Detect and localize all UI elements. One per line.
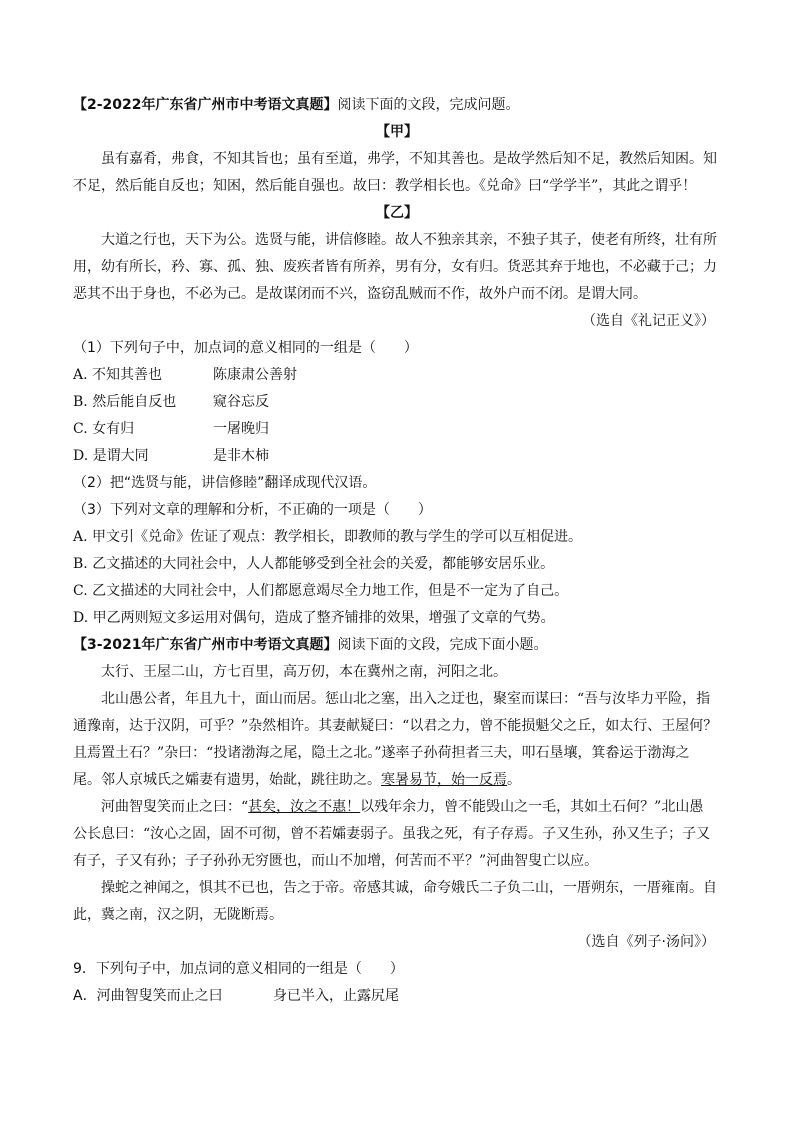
section-3-instruction: 阅读下面的文段，完成下面小题。 [337, 637, 548, 653]
passage-yi-title: 【乙】 [376, 205, 418, 221]
passage-yi-line-3: 恶其不出于身也，不必为己。是故谋闭而不兴，盗窃乱贼而不作，故外户而不闭。是谓大同。 [73, 286, 647, 302]
passage-jia-line-2: 不足，然后能自反也；知困，然后能自强也。故曰：教学相长也。《兑命》曰“学学半”，其此之谓乎！ [73, 178, 697, 194]
section-3-tag: 【3-2021年广东省广州市中考语文真题】 [73, 637, 338, 653]
option-text: A. 不知其善也 [73, 367, 163, 383]
section-2-heading [73, 92, 721, 119]
question-1: （1）下列句子中，加点词的意义相同的一组是（ ） [73, 340, 418, 356]
question-1-option-d [73, 443, 721, 470]
passage-yi-line-1: 大道之行也，天下为公。选贤与能，讲信修睦。故人不独亲其亲，不独子其子，使老有所终，壮有所 [101, 232, 717, 248]
option-text: B. 然后能自反也 [73, 394, 177, 410]
passage-source: （选自《礼记正义》） [582, 313, 715, 329]
question-3: （3）下列对文章的理解和分析，不正确的一项是（ ） [73, 502, 432, 518]
section-2-tag: 【2-2022年广东省广州市中考语文真题】 [73, 97, 338, 113]
question-9-option-a [73, 983, 721, 1010]
yugong-para-3-line-2: 公长息曰：“汝心之固，固不可彻，曾不若孀妻弱子。虽我之死，有子存焉。子又生孙，孙又生子；子又 [73, 826, 711, 842]
option-text: A．河曲智叟笑而止之曰 [73, 988, 223, 1004]
option-pair: 一屠晚归 [213, 421, 269, 437]
question-3-option-c: C. 乙文描述的大同社会中，人们都愿意竭尽全力地工作，但是不一定为了自己。 [73, 583, 569, 599]
text-segment: 以残年余力，曾不能毁山之一毛，其如土石何？”北山愚 [360, 799, 704, 815]
question-9: 9．下列句子中，加点词的意义相同的一组是（ ） [73, 961, 404, 977]
question-3-option-d: D. 甲乙两则短文多运用对偶句，造成了整齐铺排的效果，增强了文章的气势。 [73, 610, 555, 626]
yugong-para-2-line-3: 且焉置土石？”杂曰：“投诸渤海之尾，隐土之北。”遂率子孙荷担者三夫，叩石垦壤，箕畚运于渤海之 [73, 745, 690, 761]
yugong-para-3-line-3: 有子，子又有孙；子子孙孙无穷匮也，而山不加增，何苦而不平？”河曲智叟亡以应。 [73, 853, 599, 869]
text-segment: 河曲智叟笑而止之曰：“ [101, 799, 249, 815]
option-text: D. 是谓大同 [73, 448, 149, 464]
yugong-para-4-line-2: 此，冀之南，汉之阴，无陇断焉。 [73, 907, 283, 923]
passage-yi-line-2: 用，幼有所长，矜、寡、孤、独、废疾者皆有所养，男有分，女有归。货恶其弃于地也，不必藏于己；力 [73, 259, 717, 275]
question-1-option-b [73, 389, 721, 416]
yugong-para-4-line-1: 操蛇之神闻之，惧其不已也，告之于帝。帝感其诚，命夸娥氏二子负二山，一厝朔东，一厝雍南。自 [101, 880, 717, 896]
passage-jia-line-1: 虽有嘉肴，弗食，不知其旨也；虽有至道，弗学，不知其善也。是故学然后知不足，教然后知困。知 [101, 151, 717, 167]
text-segment: 。 [507, 772, 521, 788]
yugong-para-1: 太行、王屋二山，方七百里，高万仞，本在冀州之南，河阳之北。 [101, 664, 507, 680]
underlined-sentence: 寒暑易节，始一反焉 [381, 772, 507, 788]
document-page [73, 92, 721, 1010]
underlined-sentence: 甚矣，汝之不惠！ [248, 799, 361, 815]
option-pair: 陈康肃公善射 [213, 367, 297, 383]
question-1-option-c [73, 416, 721, 443]
question-3-option-a: A. 甲文引《兑命》佐证了观点：教学相长，即教师的教与学生的学可以互相促进。 [73, 529, 583, 545]
section-2-instruction: 阅读下面的文段，完成问题。 [337, 97, 520, 113]
yugong-para-2-line-2: 通豫南，达于汉阴，可乎？”杂然相许。其妻献疑曰：“以君之力，曾不能损魁父之丘，如太行、王屋何？ [73, 718, 718, 734]
question-2: （2）把“选贤与能，讲信修睦”翻译成现代汉语。 [73, 475, 377, 491]
question-3-option-b: B. 乙文描述的大同社会中，人人都能够受到全社会的关爱，都能够安居乐业。 [73, 556, 555, 572]
yugong-source: （选自《列子·汤问》） [577, 934, 715, 950]
text-segment: 尾。邻人京城氏之孀妻有遗男，始龀，跳往助之。 [73, 772, 381, 788]
passage-jia-title: 【甲】 [376, 124, 418, 140]
question-1-option-a [73, 362, 721, 389]
section-3-heading [73, 632, 721, 659]
yugong-para-2-line-4 [73, 767, 721, 794]
yugong-para-2-line-1: 北山愚公者，年且九十，面山而居。惩山北之塞，出入之迂也，聚室而谋曰：“吾与汝毕力平险，指 [101, 691, 711, 707]
option-pair: 是非木柿 [213, 448, 269, 464]
yugong-para-3-line-1 [73, 794, 721, 821]
option-text: C. 女有归 [73, 421, 135, 437]
option-pair: 身已半入，止露尻尾 [273, 988, 399, 1004]
option-pair: 窥谷忘反 [213, 394, 269, 410]
